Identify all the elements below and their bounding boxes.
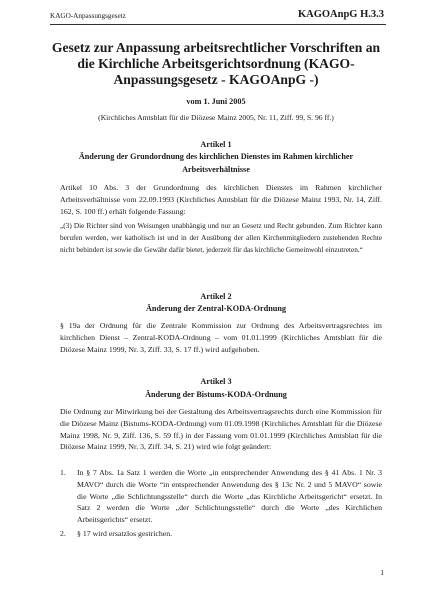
document-source: (Kirchliches Amtsblatt für die Diözese Mainz 2005, Nr. 11, Ziff. 99, S. 96 ff.) [98, 113, 334, 122]
list-item-text: In § 7 Abs. 1a Satz 1 werden die Worte „in entsprechender Anwendung des § 41 Abs. 1 Nr. 3 MAVO“ durch die Worte “in entsprechender Anwendung des § 13c Nr. 2 und 5 MAVO“ sowie die Worte „die Schlichtungsstelle“ durch die Worte „das Kirchliche Arbeitsgericht“ ersetzt. In Satz 2 werden die Worte „der Schlichtungsstelle“ durch die Worte „des Kirchlichen Arbeitsgerichts“ ersetzt. [77, 468, 382, 525]
article-2-number: Artikel 2 [200, 292, 232, 301]
header-rule [50, 24, 386, 25]
article-1-heading: Änderung der Grundordnung des kirchlichen Dienstes im Rahmen kirchlicher Arbeitsverhältnisse [78, 152, 354, 174]
article-1-intro: Artikel 10 Abs. 3 der Grundordnung des kirchlichen Dienstes im Rahmen kirchlicher Arbeitsverhältnisse vom 22.09.1993 (Kirchliches Amtsblatt für die Diözese Mainz 1993, Nr. 14, Ziff. 162, S. 100 ff.) erhält folgende Fassung: [60, 183, 382, 216]
running-header-left: KAGO-Anpassungsgesetz [50, 12, 126, 20]
article-2-text: § 19a der Ordnung für die Zentrale Kommission zur Ordnung des Arbeitsvertragsrechtes im kirchlichen Dienst – Zentral-KODA-Ordnung – vom 01.01.1999 (Kirchliches Amtsblatt für die Diözese Mainz 1999, Nr. 3, Ziff. 33, S. 17 ff.) wird aufgehoben. [60, 321, 382, 354]
list-item [60, 467, 382, 526]
list-item-number: 1. [60, 468, 66, 477]
list-item [60, 528, 382, 540]
article-2-heading: Änderung der Zentral-KODA-Ordnung [146, 304, 286, 313]
article-3-heading: Änderung der Bistums-KODA-Ordnung [145, 390, 287, 399]
list-item-number: 2. [60, 529, 66, 538]
document-title: Gesetz zur Anpassung arbeitsrechtlicher Vorschriften an die Kirchliche Arbeitsgerichtsordnung (KAGO-Anpassungsgesetz - KAGOAnpG -) [51, 40, 381, 88]
running-header-right: KAGOAnpG H.3.3 [297, 9, 384, 20]
article-1-quote: „(3) Die Richter sind von Weisungen unabhängig und nur an Gesetz und Recht gebunden. Zum Richter kann berufen werden, wer katholisch ist und in der Ausübung der allen Kirchenmitgliedern zustehenden Rechte nicht behindert ist sowie die Gewähr dafür bietet, jederzeit für das kirchliche Gemeinwohl einzutreten.“ [60, 221, 382, 255]
article-3-number: Artikel 3 [200, 377, 232, 386]
article-1-number: Artikel 1 [200, 140, 232, 149]
page-number: 1 [380, 568, 384, 577]
document-date: vom 1. Juni 2005 [186, 97, 246, 106]
article-3-intro: Die Ordnung zur Mitwirkung bei der Gestaltung des Arbeitsvertragsrechts durch eine Kommission für die Diözese Mainz (Bistums-KODA-Ordnung) vom 01.09.1998 (Kirchliches Amtsblatt für die Diözese Mainz 1998, Nr. 9, Ziff. 136, S. 59 ff.) in der Fassung vom 01.01.1999 (Kirchliches Amtsblatt für die Diözese Mainz 1999, Nr. 3, Ziff. 34, S. 21) wird wie folgt geändert: [60, 407, 382, 452]
list-item-text: § 17 wird ersatzlos gestrichen. [77, 529, 173, 538]
